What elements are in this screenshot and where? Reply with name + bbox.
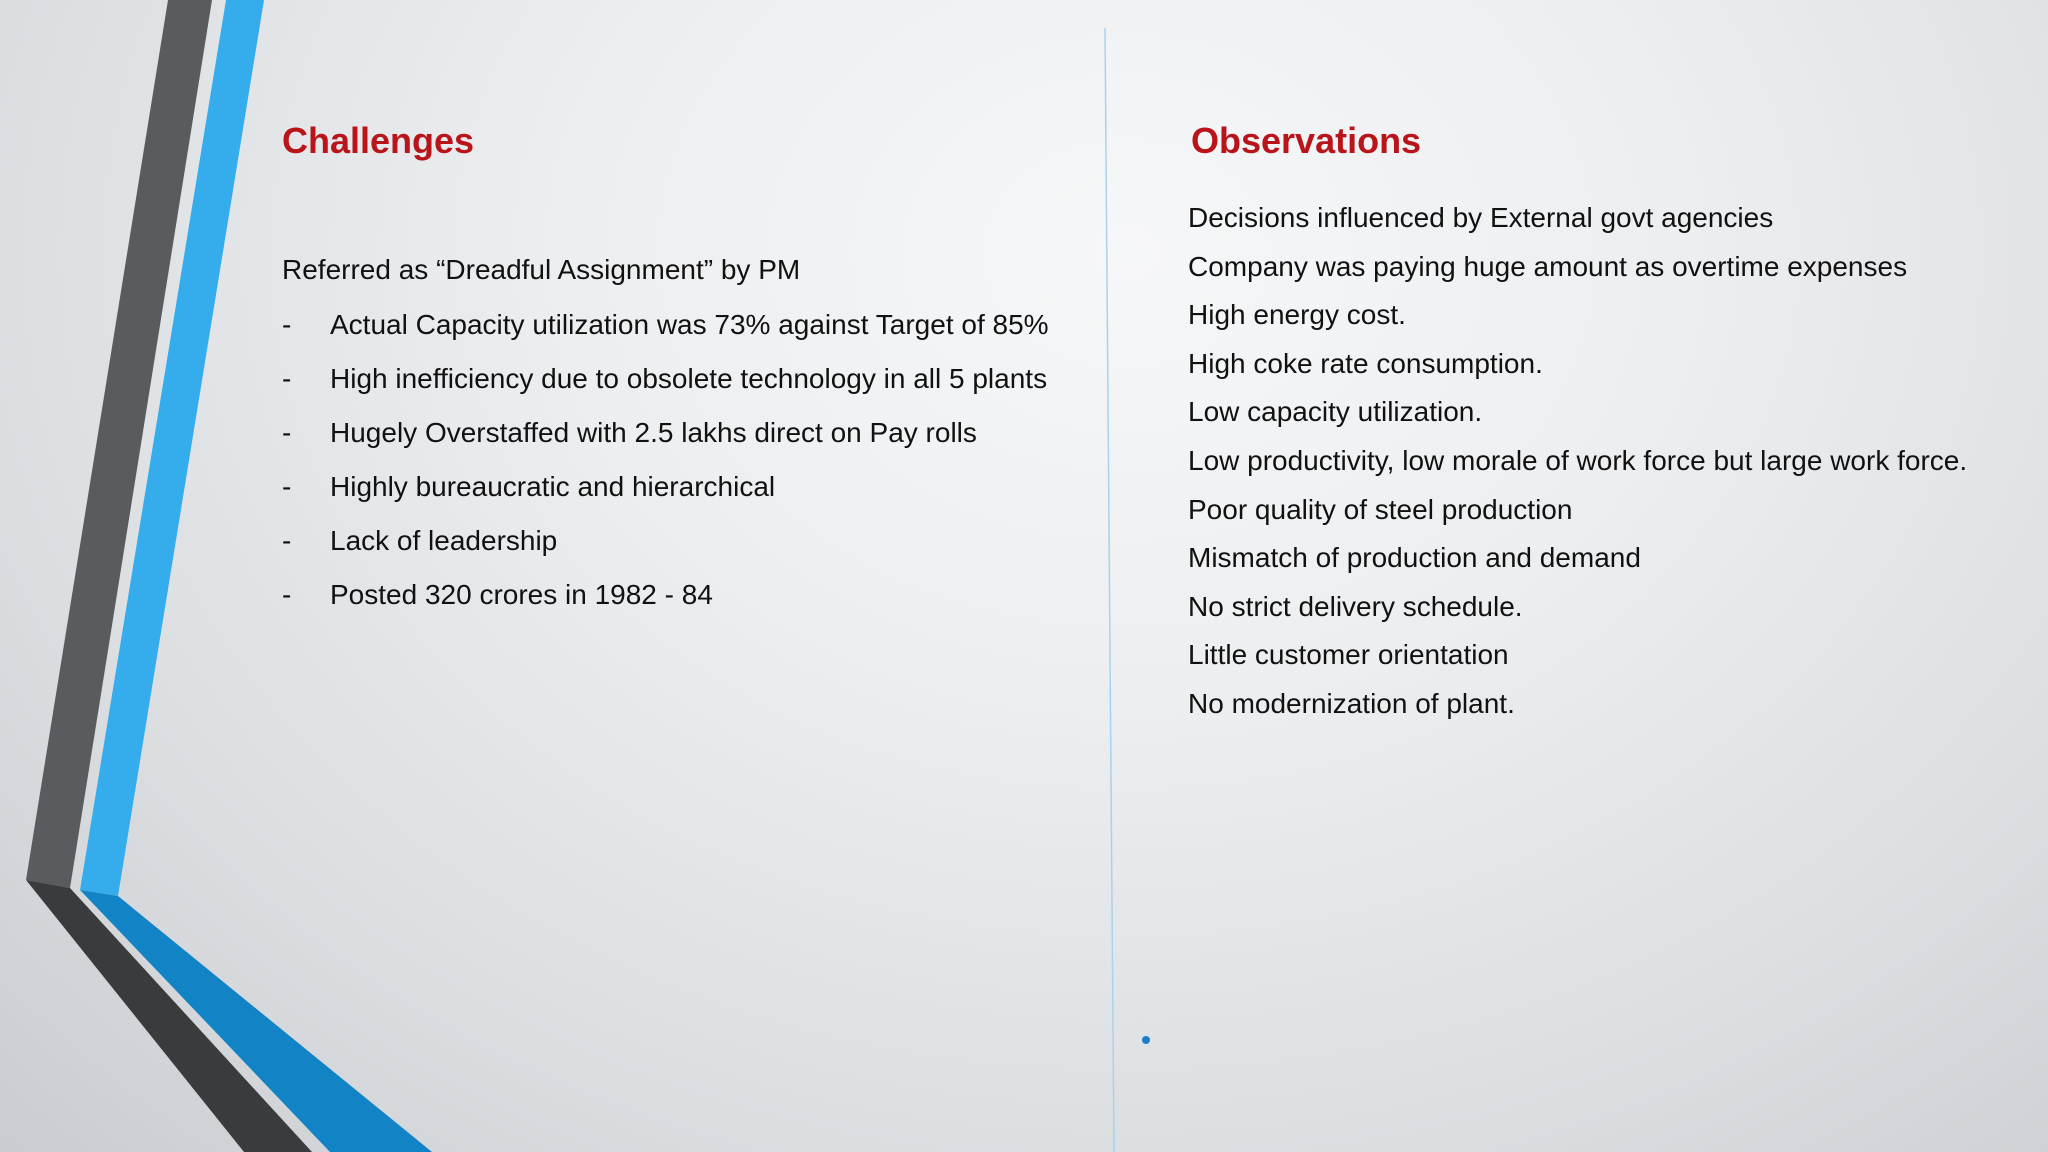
- bullet-dash: -: [282, 579, 292, 610]
- bullet-dash: -: [282, 309, 292, 340]
- observation-item: No strict delivery schedule.: [1188, 590, 1523, 622]
- challenges-item-text: High inefficiency due to obsolete technology in all 5 plants: [330, 363, 1048, 394]
- bullet-dash: -: [282, 471, 292, 502]
- observation-item: Company was paying huge amount as overtime expenses: [1188, 250, 1908, 282]
- challenges-intro: Referred as “Dreadful Assignment” by PM: [282, 254, 801, 285]
- observation-item: Mismatch of production and demand: [1188, 542, 1641, 574]
- challenges-item-text: Actual Capacity utilization was 73% against Target of 85%: [330, 309, 1049, 340]
- observation-item: High energy cost.: [1188, 299, 1406, 331]
- challenges-item-text: Highly bureaucratic and hierarchical: [330, 471, 776, 502]
- observation-item: Decisions influenced by External govt agencies: [1188, 202, 1774, 233]
- challenges-item-text: Lack of leadership: [330, 525, 558, 556]
- bullet-dash: -: [282, 525, 292, 556]
- bullet-dash: -: [282, 417, 292, 448]
- challenges-item-text: Hugely Overstaffed with 2.5 lakhs direct on Pay rolls: [330, 417, 977, 448]
- bullet-dash: -: [282, 363, 292, 394]
- observation-item: Little customer orientation: [1188, 639, 1509, 671]
- observations-heading: Observations: [1191, 120, 1422, 161]
- challenges-heading: Challenges: [282, 120, 475, 161]
- observation-item: High coke rate consumption.: [1188, 347, 1543, 379]
- gray-stripe-lower: [26, 880, 312, 1152]
- column-divider: [1105, 28, 1114, 1152]
- observation-item: No modernization of plant.: [1188, 687, 1515, 719]
- challenges-item-text: Posted 320 crores in 1982 - 84: [330, 579, 713, 610]
- observations-list: [1188, 200, 1967, 735]
- observation-item: Low productivity, low morale of work force but large work force.: [1188, 444, 1968, 476]
- observation-item: Low capacity utilization.: [1188, 396, 1483, 428]
- observation-item: Poor quality of steel production: [1188, 493, 1573, 525]
- accent-dot: [1142, 1036, 1150, 1044]
